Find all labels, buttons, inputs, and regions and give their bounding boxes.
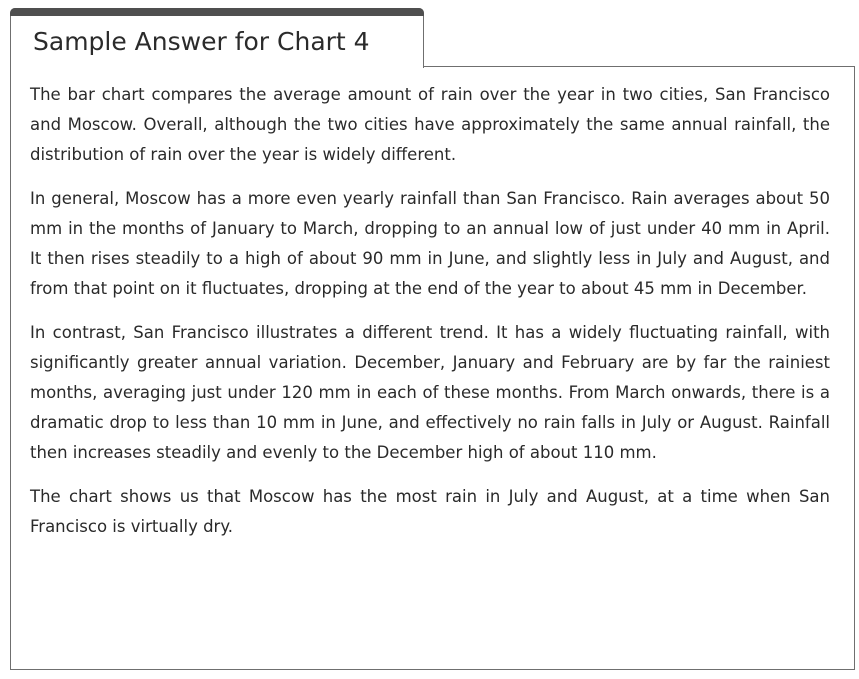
paragraph-san-francisco: In contrast, San Francisco illustrates a different trend. It has a widely fluctuating rainfall, with significantly greater annual variation. December, January and February are by far the rainiest months, averaging just under 120 mm in each of these months. From March onwards, there is a dramatic drop to less than 10 mm in June, and effectively no rain falls in July or August. Rainfall then increases steadily and evenly to the December high of about 110 mm.	[30, 323, 830, 462]
paragraph-overview: The bar chart compares the average amount of rain over the year in two cities, San Francisco and Moscow. Overall, although the two cities have approximately the same annual rainfall, the distribution of rain over the year is widely different.	[30, 85, 830, 164]
answer-body	[30, 80, 830, 556]
paragraph-moscow: In general, Moscow has a more even yearly rainfall than San Francisco. Rain averages about 50 mm in the months of January to March, dropping to an annual low of just under 40 mm in April. It then rises steadily to a high of about 90 mm in June, and slightly less in July and August, and from that point on it fluctuates, dropping at the end of the year to about 45 mm in December.	[30, 189, 830, 298]
header-tab	[10, 8, 424, 68]
paragraph-conclusion: The chart shows us that Moscow has the most rain in July and August, at a time when San Francisco is virtually dry.	[30, 487, 830, 536]
page-title: Sample Answer for Chart 4	[33, 27, 370, 56]
